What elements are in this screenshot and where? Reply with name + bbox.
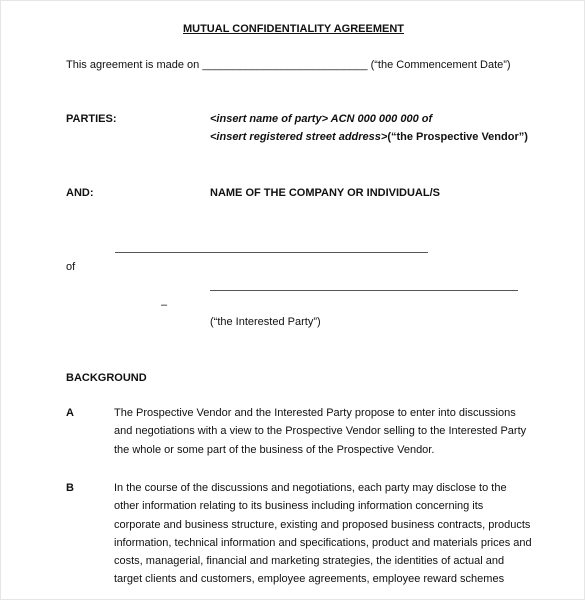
parties-label: PARTIES: [66,113,117,125]
clause-line: corporate and business structure, existing and proposed business contracts, products [114,518,531,531]
clause-line: costs, managerial, financial and marketing strategies, the identities of actual and [114,555,505,568]
date-blank: ___________________________ [202,59,368,71]
clause-line: and negotiations with a view to the Prospective Vendor selling to the Interested Party [114,425,527,438]
clause-line: In the course of the discussions and negotiations, each party may disclose to the [114,482,507,494]
commencement-line [66,59,511,71]
party-address-placeholder: <insert registered street address> [210,131,388,143]
party-address-line [210,131,528,143]
company-name-heading: NAME OF THE COMPANY OR INDIVIDUAL/S [210,187,440,199]
of-label: of [66,261,76,273]
clause-a-text [114,404,534,459]
and-label: AND: [66,187,94,199]
made-on-prefix: This agreement is made on [66,59,200,71]
clause-line: The Prospective Vendor and the Interested Party propose to enter into discussions [114,407,516,419]
interested-party-alias: (“the Interested Party”) [210,316,321,328]
clause-b-text [114,479,534,589]
clause-line: the whole or some part of the business of the Prospective Vendor. [114,443,435,456]
dash-mark: – [161,299,168,311]
clause-line: information, technical information and specifications, product and materials prices and [114,536,532,549]
clause-letter: A [66,407,74,419]
clause-line: other information relating to its business including information concerning its [114,500,484,513]
background-heading: BACKGROUND [66,372,147,384]
commencement-date-label: (“the Commencement Date”) [370,59,511,71]
clause-letter: B [66,482,74,494]
signature-line-1 [115,252,428,253]
address-line [210,290,518,291]
prospective-vendor-alias: (“the Prospective Vendor”) [387,131,528,143]
clause-line: target clients and customers, employee agreements, employee reward schemes [114,573,505,586]
document-title: MUTUAL CONFIDENTIALITY AGREEMENT [182,23,404,35]
party-name-placeholder: <insert name of party> ACN 000 000 000 of [210,113,433,125]
